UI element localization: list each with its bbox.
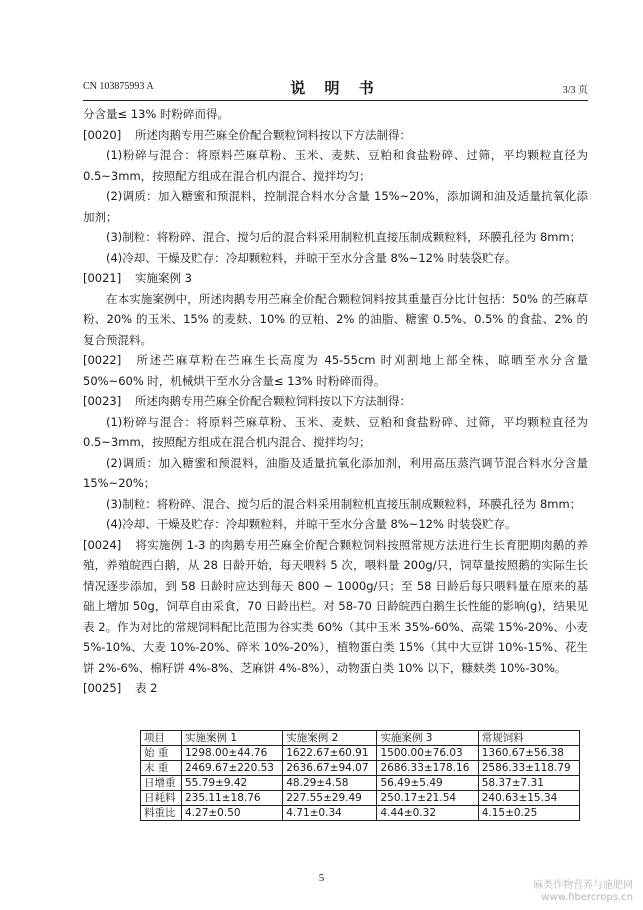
table-cell: 4.27±0.50	[182, 806, 283, 821]
paragraph-text: (1)粉碎与混合：将原料苎麻草粉、玉米、麦麸、豆粕和食盐粉碎、过筛，平均颗粒直径为 0.5~3mm，按照配方组成在混合机内混合、搅拌均匀；	[83, 148, 588, 183]
watermark-url: www.fibercrops.cn	[541, 892, 633, 903]
page-reference: 3/3 页	[562, 85, 588, 96]
numbered-paragraph	[83, 268, 588, 289]
paragraph	[83, 453, 588, 494]
table-header-row	[141, 731, 580, 746]
paragraph-text: (4)冷却、干燥及贮存：冷却颗粒料，并晾干至水分含量 8%~12% 时装袋贮存。	[106, 250, 517, 265]
numbered-paragraph	[83, 535, 588, 679]
paragraph	[83, 104, 588, 125]
paragraph-text: (4)冷却、干燥及贮存：冷却颗粒料，并晾干至水分含量 8%~12% 时装袋贮存。	[106, 517, 517, 531]
document-body	[83, 104, 588, 699]
row-label-cell: 日耗料	[141, 791, 182, 806]
row-label-cell: 始 重	[141, 746, 182, 761]
table-row	[141, 746, 580, 761]
numbered-paragraph	[83, 125, 588, 146]
paragraph	[83, 412, 588, 453]
site-watermark	[533, 880, 633, 904]
paragraph	[83, 248, 588, 269]
header-rule	[83, 100, 588, 101]
table-cell: 4.71±0.34	[283, 806, 377, 821]
paragraph-number: [0020]	[83, 127, 122, 142]
paragraph-text: 将实施例 1-3 的肉鹅专用苎麻全价配合颗粒饲料按照常规方法进行生长育肥期肉鹅的养殖，养殖皖西白鹅，从 28 日龄开始，每天喂料 5 次，喂料量 200g/只，饲草量按照鹅的实际生长情况逐步添加，到 58 日龄时应达到每天 800 ~ 1000g/只；至 58 日龄后每只喂料量在原来的基础上增加 50g，饲草自由采食，70 日龄出栏。对 58-70 日龄皖西白鹅生长性能的影响(g)，结果见表 2。作为对比的常规饲料配比范围为谷实类 60%（其中玉米 35%-60%、高粱 15%-20%、小麦 5%-10%、大麦 10%-20%、碎米 10%-20%），植物蛋白类 15%（其中大豆饼 10%-15%、花生饼 2%-6%、棉籽饼 4%-8%、芝麻饼 4%-8%），动物蛋白类 10% 以下，糠麸类 10%-30%。	[83, 537, 588, 675]
table-cell: 48.29±4.58	[283, 776, 377, 791]
paragraph-text: 所述肉鹅专用苎麻全价配合颗粒饲料按以下方法制得：	[135, 394, 411, 408]
paragraph-text: 所述苎麻草粉在苎麻生长高度为 45-55cm 时刈割地上部全株，晾晒至水分含量 50%~60% 时，机械烘干至水分含量≤ 13% 时粉碎而得。	[83, 353, 588, 388]
table-header-cell: 实施案例 3	[377, 731, 478, 746]
table-cell: 56.49±5.49	[377, 776, 478, 791]
paragraph	[83, 186, 588, 227]
paragraph-text: 所述肉鹅专用苎麻全价配合颗粒饲料按以下方法制得：	[135, 127, 411, 142]
table-cell: 4.44±0.32	[377, 806, 478, 821]
paragraph-text: 分含量≤ 13% 时粉碎而得。	[83, 107, 230, 121]
table-cell: 4.15±0.25	[478, 806, 579, 821]
watermark-name: 麻类作物营养与施肥网	[533, 880, 633, 891]
table-cell: 1622.67±60.91	[283, 746, 377, 761]
paragraph-text: (2)调质：加入糖蜜和预混料，油脂及适量抗氧化添加剂，利用高压蒸汽调节混合料水分含量 15%~20%；	[83, 455, 588, 490]
row-label-cell: 末 重	[141, 761, 182, 776]
table-cell: 2686.33±178.16	[377, 761, 478, 776]
table-cell: 1360.67±56.38	[478, 746, 579, 761]
table-header-cell: 实施案例 2	[283, 731, 377, 746]
table-cell: 235.11±18.76	[182, 791, 283, 806]
patent-number: CN 103875993 A	[83, 81, 154, 92]
table-cell: 58.37±7.31	[478, 776, 579, 791]
paragraph	[83, 289, 588, 351]
numbered-paragraph	[83, 678, 588, 699]
table-row	[141, 776, 580, 791]
table-cell: 2636.67±94.07	[283, 761, 377, 776]
paragraph-text: 在本实施案例中，所述肉鹅专用苎麻全价配合颗粒饲料按其重量百分比计包括：50% 的苎麻草粉、20% 的玉米、15% 的麦麸、10% 的豆粕、2% 的油脂、糖蜜 0.5%、0.5% 的食盐、2% 的复合预混料。	[83, 291, 588, 347]
paragraph-number: [0024]	[83, 537, 122, 552]
table-row	[141, 806, 580, 821]
table-cell: 55.79±9.42	[182, 776, 283, 791]
paragraph	[83, 145, 588, 186]
table-cell: 250.17±21.54	[377, 791, 478, 806]
paragraph	[83, 227, 588, 248]
paragraph-number: [0021]	[83, 271, 122, 285]
paragraph	[83, 494, 588, 515]
table-cell: 1500.00±76.03	[377, 746, 478, 761]
table-header-cell: 实施案例 1	[182, 731, 283, 746]
table-header-cell: 常规饲料	[478, 731, 579, 746]
paragraph	[83, 514, 588, 535]
table-cell: 240.63±15.34	[478, 791, 579, 806]
row-label-cell: 料重比	[141, 806, 182, 821]
page-header	[83, 78, 588, 98]
table-2	[140, 730, 580, 821]
paragraph-text: (3)制粒：将粉碎、混合、搅匀后的混合料采用制粒机直接压制成颗粒料，环膜孔径为 8mm；	[106, 496, 582, 511]
paragraph-number: [0022]	[83, 353, 122, 367]
table-cell: 2586.33±118.79	[478, 761, 579, 776]
growth-performance-table	[140, 730, 580, 821]
paragraph-text: 表 2	[135, 681, 158, 695]
numbered-paragraph	[83, 391, 588, 412]
table-cell: 227.55±29.49	[283, 791, 377, 806]
paragraph-text: 实施案例 3	[135, 271, 192, 285]
table-cell: 2469.67±220.53	[182, 761, 283, 776]
paragraph-text: (3)制粒：将粉碎、混合、搅匀后的混合料采用制粒机直接压制成颗粒料，环膜孔径为 8mm；	[106, 230, 582, 244]
paragraph-number: [0023]	[83, 394, 122, 408]
table-cell: 1298.00±44.76	[182, 746, 283, 761]
numbered-paragraph	[83, 350, 588, 391]
document-title: 说 明 书	[290, 79, 381, 97]
paragraph-text: (1)粉碎与混合：将原料苎麻草粉、玉米、麦麸、豆粕和食盐粉碎、过筛，平均颗粒直径为 0.5~3mm，按照配方组成在混合机内混合、搅拌均匀；	[83, 414, 588, 449]
table-row	[141, 761, 580, 776]
page-number: 5	[318, 872, 325, 884]
row-label-cell: 日增重	[141, 776, 182, 791]
table-header-cell: 项目	[141, 731, 182, 746]
table-row	[141, 791, 580, 806]
paragraph-text: (2)调质：加入糖蜜和预混料，控制混合料水分含量 15%~20%，添加调和油及适量抗氧化添加剂；	[83, 189, 588, 224]
paragraph-number: [0025]	[83, 681, 122, 695]
